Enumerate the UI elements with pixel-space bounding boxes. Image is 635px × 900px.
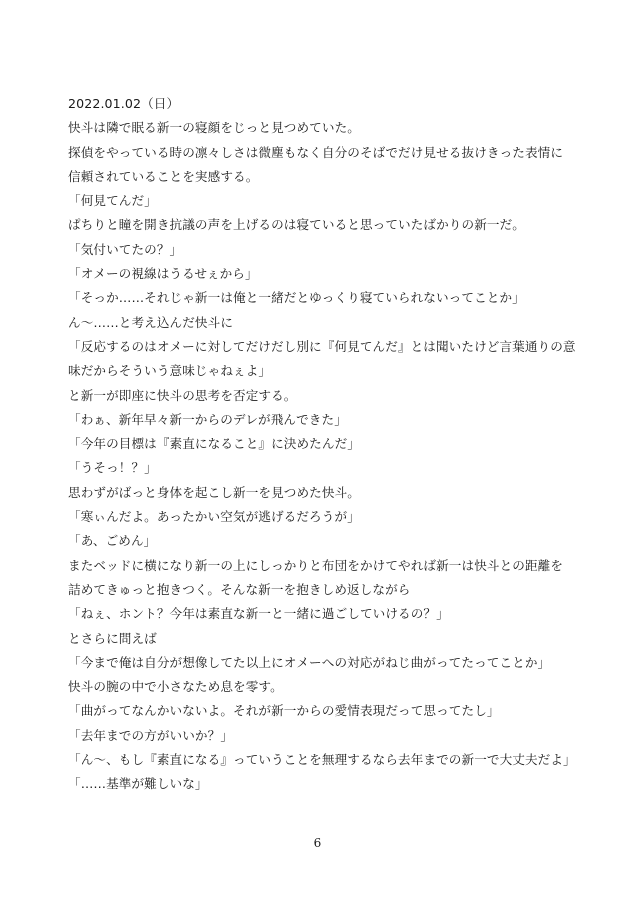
text-line: ん～……と考え込んだ快斗に [68, 314, 234, 330]
text-line: と新一が即座に快斗の思考を否定する。 [68, 387, 297, 403]
text-line: 詰めてきゅっと抱きつく。そんな新一を抱きしめ返しながら [68, 581, 411, 597]
text-line: 「あ、ごめん」 [68, 533, 157, 549]
text-line: 快斗の腕の中で小さなため息を零す。 [68, 679, 283, 695]
text-line: 「ねぇ、ホント？今年は素直な新一と一緒に過ごしていけるの？」 [68, 606, 449, 622]
text-line: 「反応するのはオメーに対してだけだし別に『何見てんだ』とは聞いたけど言葉通りの意 [68, 338, 576, 354]
text-line: 「曲がってなんかいないよ。それが新一からの愛情表現だって思ってたし」 [68, 703, 500, 719]
text-line: 「去年までの方がいいか？」 [68, 727, 234, 743]
text-line: 「オメーの視線はうるせぇから」 [68, 266, 258, 282]
text-line: 「……基準が難しいな」 [68, 776, 208, 792]
text-line: 「寒ぃんだよ。あったかい空気が逃げるだろうが」 [68, 509, 360, 525]
text-line: 探偵をやっている時の凛々しさは微塵もなく自分のそばでだけ見せる抜けきった表情に [68, 144, 564, 160]
text-line: 思わずがばっと身体を起こし新一を見つめた快斗。 [68, 484, 360, 500]
text-line: とさらに問えば [68, 630, 157, 646]
text-line: 「何見てんだ」 [68, 193, 157, 209]
text-line: 快斗は隣で眠る新一の寝顔をじっと見つめていた。 [68, 120, 360, 136]
text-line: 「今まで俺は自分が想像してた以上にオメーへの対応がねじ曲がってたってことか」 [68, 654, 551, 670]
text-line: 「わぁ、新年早々新一からのデレが飛んできた」 [68, 411, 347, 427]
text-line: ぱちりと瞳を開き抗議の声を上げるのは寝ていると思っていたばかりの新一だ。 [68, 217, 525, 233]
text-line: 味だからそういう意味じゃねぇよ」 [68, 363, 272, 379]
text-line: 「うそっ！？」 [68, 460, 157, 476]
text-line: 「ん～、もし『素直になる』っていうことを無理するなら去年までの新一で大丈夫だよ」 [68, 752, 576, 768]
text-line: 「そっか……それじゃ新一は俺と一緒だとゆっくり寝ていられないってことか」 [68, 290, 525, 306]
page-number: 6 [313, 836, 322, 850]
text-line: 「今年の目標は『素直になること』に決めたんだ」 [68, 436, 360, 452]
date-line: 2022.01.02（日） [68, 96, 180, 111]
body-text [68, 92, 576, 797]
text-line: 「気付いてたの？」 [68, 241, 183, 257]
text-line: またベッドに横になり新一の上にしっかりと布団をかけてやれば新一は快斗との距離を [68, 557, 564, 573]
text-line: 信頼されていることを実感する。 [68, 168, 259, 184]
